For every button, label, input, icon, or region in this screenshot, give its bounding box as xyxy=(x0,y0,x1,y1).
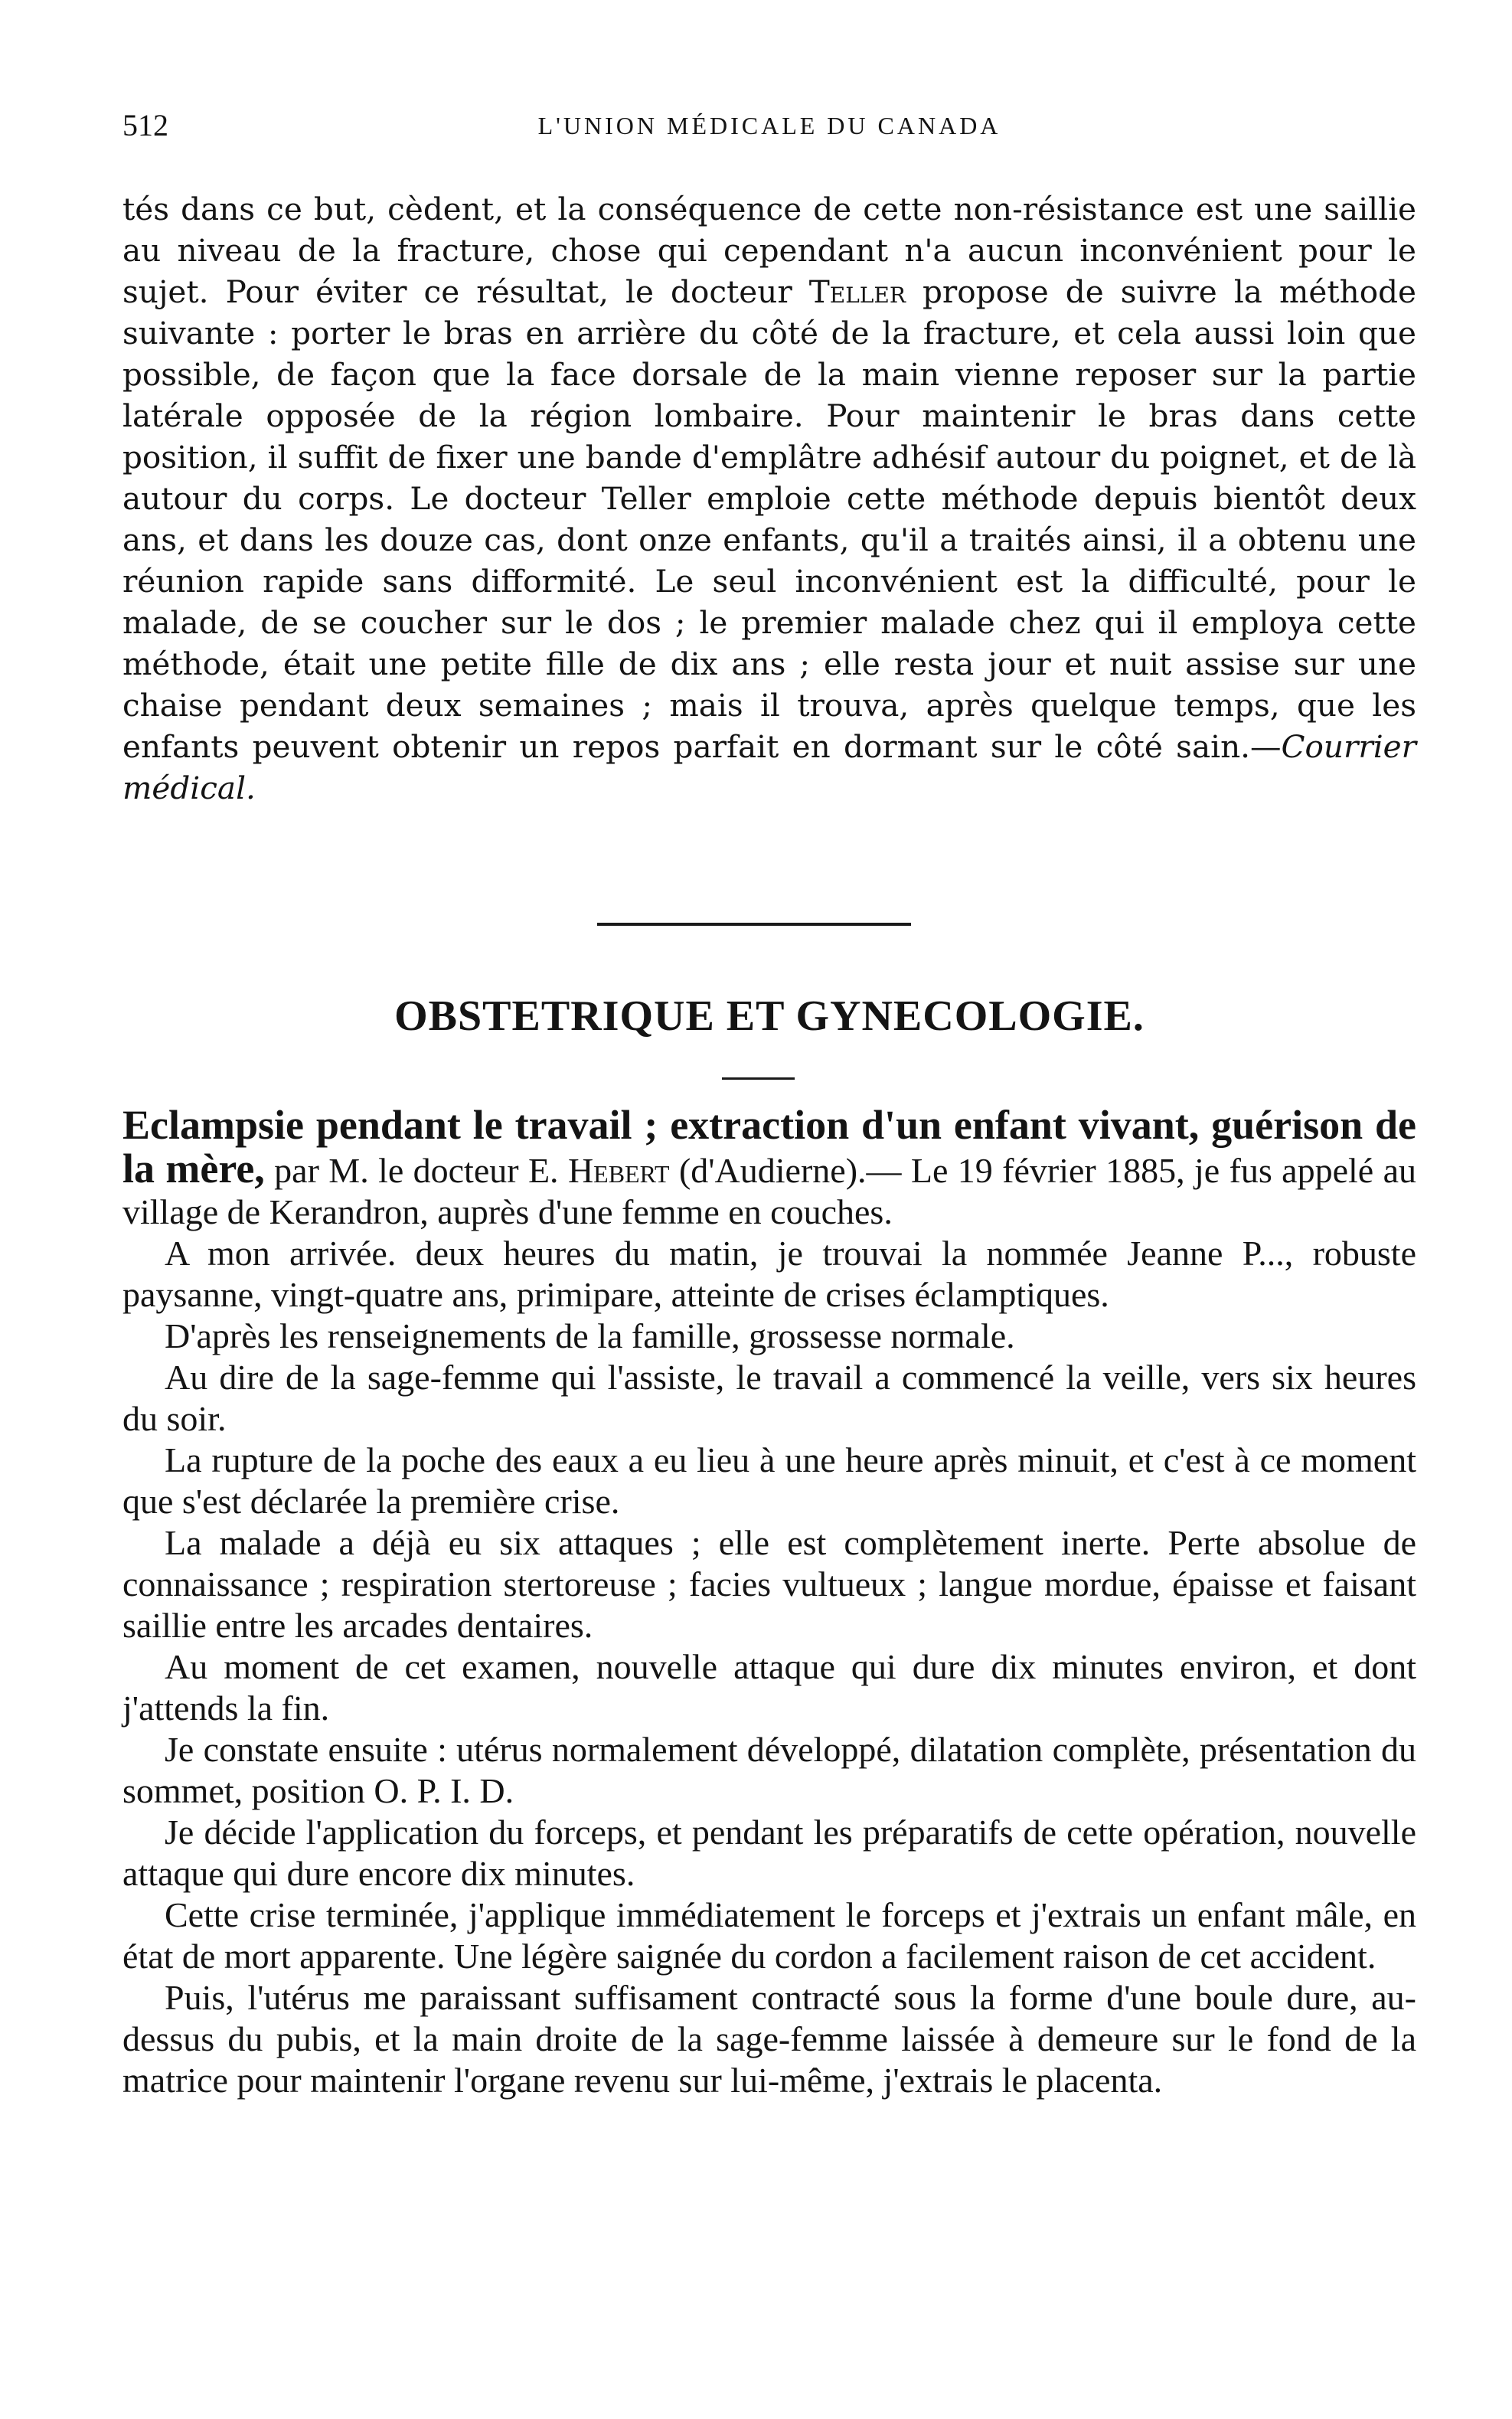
section-divider xyxy=(597,923,911,926)
byline-suffix: (d'Audierne).— Le 19 février 1885, je fus appelé au village de Kerandron, auprès d'une femme en couches. xyxy=(122,1151,1416,1231)
article-paragraph: La rupture de la poche des eaux a eu lieu à une heure après minuit, et c'est à ce moment que s'est déclarée la première crise. xyxy=(122,1440,1416,1521)
author-name-teller: Teller xyxy=(808,273,906,310)
article-author: Hebert xyxy=(567,1151,670,1190)
continued-paragraph xyxy=(122,188,1416,809)
byline-prefix: par M. le docteur E. xyxy=(264,1151,568,1190)
paragraph-text-part2: propose de suivre la méthode suivante : porter le bras en arrière du côté de la fracture, et cela aussi loin que possible, de façon que la face dorsale de la main vienne reposer sur la partie latérale opposée de la région lombaire. Pour maintenir le bras dans cette position, il suffit de fixer une bande d'emplâtre adhésif autour du poignet, et de là autour du corps. Le docteur Teller emploie cette méthode depuis bientôt deux ans, et dans les douze cas, dont onze enfants, qu'il a traités ainsi, il a obtenu une réunion rapide sans difformité. Le seul inconvénient est la difficulté, pour le malade, de se coucher sur le dos ; le premier malade chez qui il employa cette méthode, était une petite fille de dix ans ; elle resta jour et nuit assise sur une chaise pendant deux semaines ; mais il trouva, après quelque temps, que les enfants peuvent obtenir un repos parfait en dormant sur le côté sain.— xyxy=(122,273,1416,765)
article-paragraph: Je constate ensuite : utérus normalement développé, dilatation complète, présentation du sommet, position O. P. I. D. xyxy=(122,1730,1416,1810)
source-citation: Courrier médical. xyxy=(122,728,1416,806)
page-number: 512 xyxy=(122,108,168,142)
article-paragraph: Au dire de la sage-femme qui l'assiste, le travail a commencé la veille, vers six heures du soir. xyxy=(122,1358,1416,1438)
article-paragraph: D'après les renseignements de la famille, grossesse normale. xyxy=(165,1316,1015,1355)
article-paragraph: Je décide l'application du forceps, et pendant les préparatifs de cette opération, nouvelle attaque qui dure encore dix minutes. xyxy=(122,1813,1416,1893)
page-header xyxy=(122,107,1416,153)
article-title: Eclampsie pendant le travail ; extraction d'un enfant vivant, guérison de la mère, xyxy=(122,1102,1416,1192)
article-paragraph: Au moment de cet examen, nouvelle attaque qui dure dix minutes environ, et dont j'attends la fin. xyxy=(122,1647,1416,1728)
article-paragraph: La malade a déjà eu six attaques ; elle est complètement inerte. Perte absolue de connaissance ; respiration stertoreuse ; facies vultueux ; langue mordue, épaisse et faisant saillie entre les arcades dentaires. xyxy=(122,1523,1416,1645)
article-paragraph: Cette crise terminée, j'applique immédiatement le forceps et j'extrais un enfant mâle, en état de mort apparente. Une légère saignée du cordon a facilement raison de cet accident. xyxy=(122,1895,1416,1976)
article-paragraph: Puis, l'utérus me paraissant suffisament contracté sous la forme d'une boule dure, au-dessus du pubis, et la main droite de la sage-femme laissée à demeure sur le fond de la matrice pour maintenir l'organe revenu sur lui-même, j'extrais le placenta. xyxy=(122,1978,1416,2100)
article-paragraph: A mon arrivée. deux heures du matin, je trouvai la nommée Jeanne P..., robuste paysanne, vingt-quatre ans, primipare, atteinte de crises éclamptiques. xyxy=(122,1234,1416,1314)
heading-rule xyxy=(722,1077,795,1080)
running-title: L'UNION MÉDICALE DU CANADA xyxy=(537,112,1001,139)
article xyxy=(122,1104,1416,2101)
article-lead xyxy=(122,1104,1416,1233)
section-heading: OBSTETRIQUE ET GYNECOLOGIE. xyxy=(394,992,1145,1040)
paragraph-text-part1: tés dans ce but, cèdent, et la conséquence de cette non-résistance est une saillie au niveau de la fracture, chose qui cependant n'a aucun inconvénient pour le sujet. Pour éviter ce résultat, le docteur xyxy=(122,191,1416,310)
